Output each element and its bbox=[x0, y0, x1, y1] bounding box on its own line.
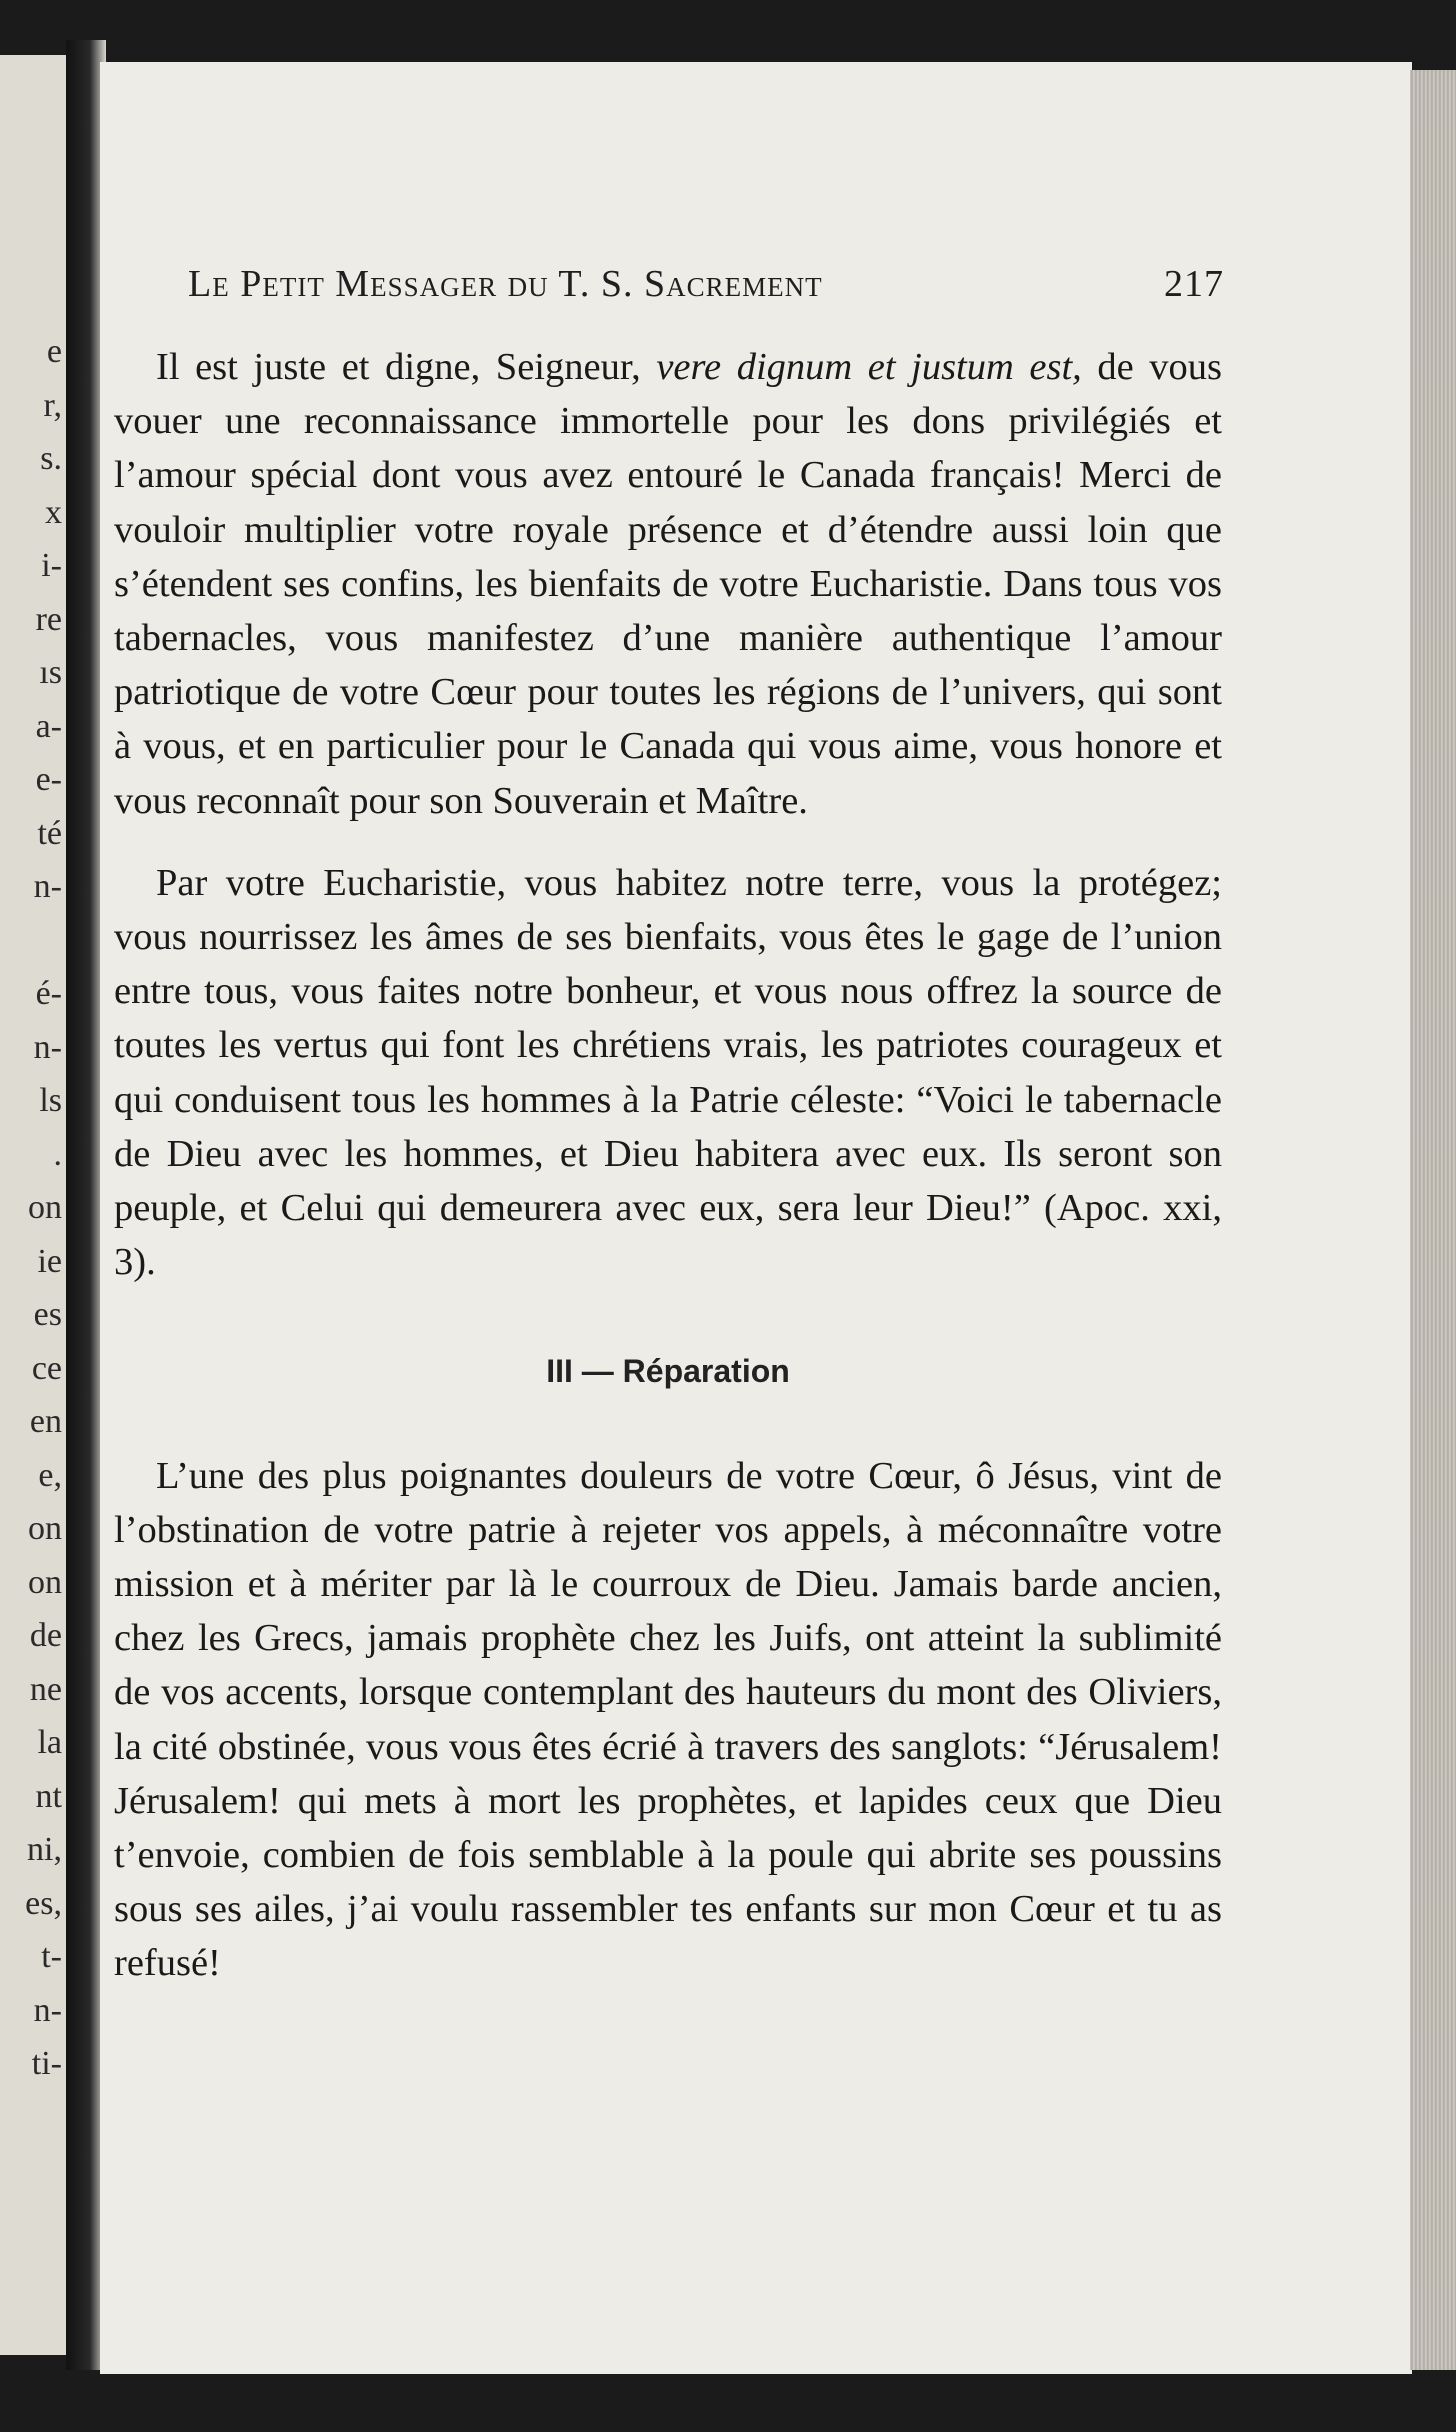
facing-page-fragment: la bbox=[37, 1724, 62, 1761]
facing-page-fragment: nt bbox=[35, 1777, 62, 1815]
paragraph-1 bbox=[114, 340, 1222, 828]
facing-page-fragment: x bbox=[45, 493, 62, 531]
facing-page-fragment: de bbox=[29, 1617, 62, 1654]
facing-page-fragment: ne bbox=[29, 1670, 62, 1708]
facing-page-fragment: s. bbox=[40, 440, 62, 477]
paragraph-1-opening: Il est juste et digne, Seigneur, bbox=[156, 346, 657, 388]
facing-page-fragment: té bbox=[37, 814, 62, 852]
facing-page-fragment: ti- bbox=[31, 2045, 62, 2082]
page-number: 217 bbox=[1164, 263, 1224, 305]
facing-page-fragment: ıs bbox=[39, 654, 62, 691]
facing-page-fragment: e, bbox=[38, 1456, 62, 1494]
facing-page-fragment: on bbox=[28, 1189, 62, 1226]
paragraph-3: L’une des plus poignantes douleurs de votre Cœur, ô Jésus, vint de l’obstination de votre patrie à rejeter vos appels, à méconnaître votre mission et à mériter par là le courroux de Dieu. Jamais barde ancien, chez les Grecs, jamais prophète chez les Juifs, ont atteint la sublimité de vos accents, lorsque contemplant des hauteurs du mont des Oliviers, la cité obstinée, vous vous êtes écrié à travers des sanglots: “Jérusalem! Jérusalem! qui mets à mort les prophètes, et lapides ceux que Dieu t’envoie, combien de fois semblable à la poule qui abrite ses poussins sous ses ailes, j’ai voulu rassembler tes enfants sur mon Cœur et tu as refusé! bbox=[114, 1454, 1222, 1985]
paragraph-2: Par votre Eucharistie, vous habitez notre terre, vous la protégez; vous nourrissez les âmes de ses bienfaits, vous êtes le gage de l’union entre tous, vous faites notre bonheur, et vous nous offrez la source de toutes les vertus qui font les chrétiens vrais, les patriotes courageux et qui conduisent tous les hommes à la Patrie céleste: “Voici le tabernacle de Dieu avec les hommes, et Dieu habitera avec eux. Ils seront son peuple, et Celui qui demeurera avec eux, sera leur Dieu!” (Apoc. xxi, 3). bbox=[114, 861, 1222, 1284]
facing-page-fragment: t- bbox=[41, 1938, 62, 1975]
facing-page-fragment: on bbox=[28, 1510, 62, 1547]
facing-page-fragment: e bbox=[46, 333, 62, 370]
facing-page-fragment: e- bbox=[35, 761, 62, 798]
facing-page-fragment: . bbox=[53, 1135, 62, 1173]
facing-page-text-fragments bbox=[0, 325, 66, 2091]
facing-page-fragment bbox=[0, 914, 66, 968]
page-edges bbox=[1410, 70, 1456, 2370]
facing-page-fragment: es, bbox=[25, 1884, 62, 1922]
latin-phrase: vere dignum et justum est, bbox=[656, 346, 1082, 388]
facing-page-fragment: on bbox=[28, 1563, 62, 1601]
facing-page-fragment: r, bbox=[43, 386, 62, 424]
facing-page-fragment: n- bbox=[33, 1991, 62, 2029]
facing-page-fragment: i- bbox=[41, 547, 62, 584]
facing-page-fragment: ni, bbox=[27, 1831, 62, 1868]
facing-page-fragment: es bbox=[33, 1296, 62, 1333]
body-text bbox=[114, 340, 1222, 1991]
facing-page-fragment: ls bbox=[39, 1082, 62, 1119]
facing-page-fragment: en bbox=[29, 1403, 62, 1440]
facing-page-fragment: ce bbox=[31, 1349, 62, 1387]
facing-page-fragment: re bbox=[35, 600, 62, 638]
section-heading: III — Réparation bbox=[546, 1353, 790, 1390]
facing-page-fragment: n- bbox=[33, 1028, 62, 1066]
facing-page-fragment: n- bbox=[33, 868, 62, 905]
facing-page-fragment: ie bbox=[37, 1242, 62, 1280]
facing-page-fragment: a- bbox=[35, 707, 62, 745]
facing-page-edge bbox=[0, 55, 66, 2355]
running-header bbox=[188, 262, 1224, 322]
paragraph-1-rest: de vous vouer une reconnaissance immortelle pour les dons privilégiés et l’amour spécial dont vous avez entouré le Canada français! Merci de vouloir multiplier votre royale présence et d’étendre aussi loin que s’étendent ses confins, les bienfaits de votre Eucharistie. Dans tous vos tabernacles, vous manifestez d’une manière authentique l’amour patriotique de votre Cœur pour toutes les régions de l’univers, qui sont à vous, et en particulier pour le Canada qui vous aime, vous honore et vous reconnaît pour son Souverain et Maître. bbox=[114, 346, 1222, 822]
running-title: Le Petit Messager du T. S. Sacrement bbox=[188, 263, 823, 305]
facing-page-fragment: é- bbox=[35, 975, 62, 1012]
